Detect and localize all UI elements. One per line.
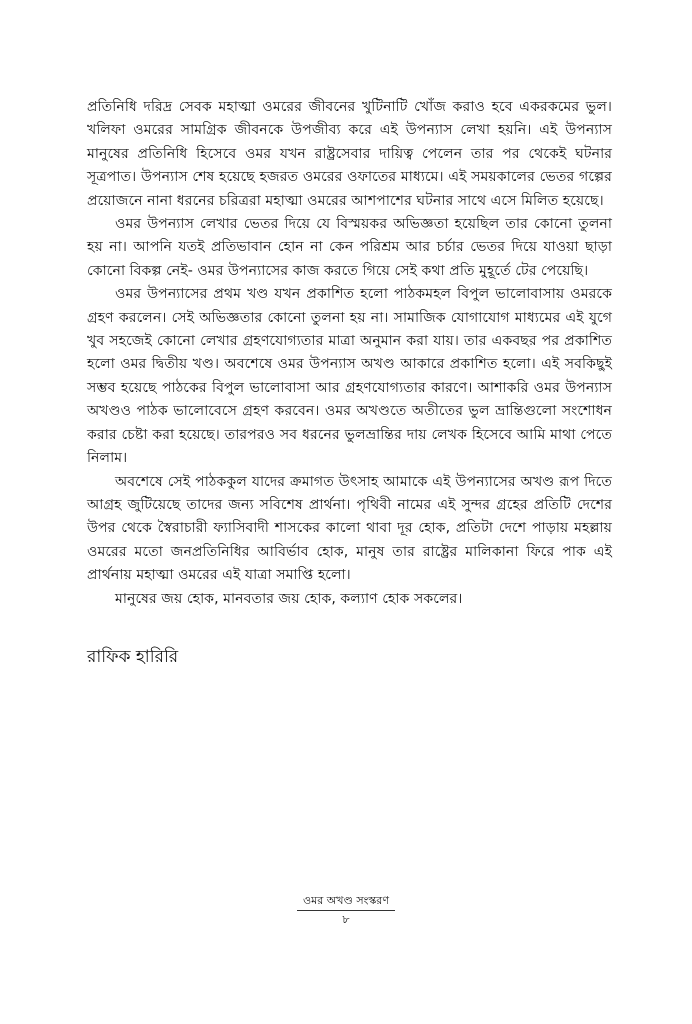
author-signature: রাফিক হারিরি [87, 647, 179, 667]
paragraph-2: ওমর উপন্যাস লেখার ভেতর দিয়ে যে বিস্ময়কর অভিজ্ঞতা হয়েছিল তার কোনো তুলনা হয় না। আপনি যতই প্রতিভাবান হোন না কেন পরিশ্রম আর চর্চার ভেতর দিয়ে যাওয়া ছাড়া কোনো বিকল্প নেই- ওমর উপন্যাসের কাজ করতে গিয়ে সেই কথা প্রতি মুহূর্তে টের পেয়েছি। [87, 216, 612, 279]
paragraph-1: প্রতিনিধি দরিদ্র সেবক মহাত্মা ওমরের জীবনের খুটিনাটি খোঁজ করাও হবে একরকমের ভুল। খলিফা ওমরের সামগ্রিক জীবনকে উপজীব্য করে এই উপন্যাস লেখা হয়নি। এই উপন্যাস মানুষের প্রতিনিধি হিসেবে ওমর যখন রাষ্ট্রসেবার দায়িত্ব পেলেন তার পর থেকেই ঘটনার সূত্রপাত। উপন্যাস শেষ হয়েছে হজরত ওমরের ওফাতের মাধ্যমে। এই সময়কালের ভেতর গল্পের প্রয়োজনে নানা ধরনের চরিত্ররা মহাত্মা ওমরের আশপাশের ঘটনার সাথে এসে মিলিত হয়েছে। [87, 99, 612, 209]
body-text [87, 96, 612, 611]
paragraph-3: ওমর উপন্যাসের প্রথম খণ্ড যখন প্রকাশিত হলো পাঠকমহল বিপুল ভালোবাসায় ওমরকে গ্রহণ করলেন। সেই অভিজ্ঞতার কোনো তুলনা হয় না। সামাজিক যোগাযোগ মাধ্যমের এই যুগে খুব সহজেই কোনো লেখার গ্রহণযোগ্যতার মাত্রা অনুমান করা যায়। তার একবছর পর প্রকাশিত হলো ওমর দ্বিতীয় খণ্ড। অবশেষে ওমর উপন্যাস অখণ্ড আকারে প্রকাশিত হলো। এই সবকিছুই সম্ভব হয়েছে পাঠকের বিপুল ভালোবাসা আর গ্রহণযোগ্যতার কারণে। আশাকরি ওমর উপন্যাস অখণ্ডও পাঠক ভালোবেসে গ্রহণ করবেন। ওমর অখণ্ডতে অতীতের ভুল ভ্রান্তিগুলো সংশোধন করার চেষ্টা করা হয়েছে। তারপরও সব ধরনের ভুলভ্রান্তির দায় লেখক হিসেবে আমি মাথা পেতে নিলাম। [87, 286, 612, 467]
paragraph-4: অবশেষে সেই পাঠককুল যাদের ক্রমাগত উৎসাহ আমাকে এই উপন্যাসের অখণ্ড রূপ দিতে আগ্রহ জুটিয়েছে তাদের জন্য সবিশেষ প্রার্থনা। পৃথিবী নামের এই সুন্দর গ্রহের প্রতিটি দেশের উপর থেকে স্বৈরাচারী ফ্যাসিবাদী শাসকের কালো থাবা দূর হোক, প্রতিটা দেশে পাড়ায় মহল্লায় ওমরের মতো জনপ্রতিনিধির আবির্ভাব হোক, মানুষ তার রাষ্ট্রের মালিকানা ফিরে পাক এই প্রার্থনায় মহাত্মা ওমরের এই যাত্রা সমাপ্তি হলো। [87, 473, 612, 584]
page-number: ৮ [342, 913, 350, 926]
paragraph-5: মানুষের জয় হোক, মানবতার জয় হোক, কল্যাণ হোক সকলের। [115, 590, 463, 607]
page-footer [0, 894, 692, 927]
footer-book-title: ওমর অখণ্ড সংস্করণ [297, 894, 395, 911]
